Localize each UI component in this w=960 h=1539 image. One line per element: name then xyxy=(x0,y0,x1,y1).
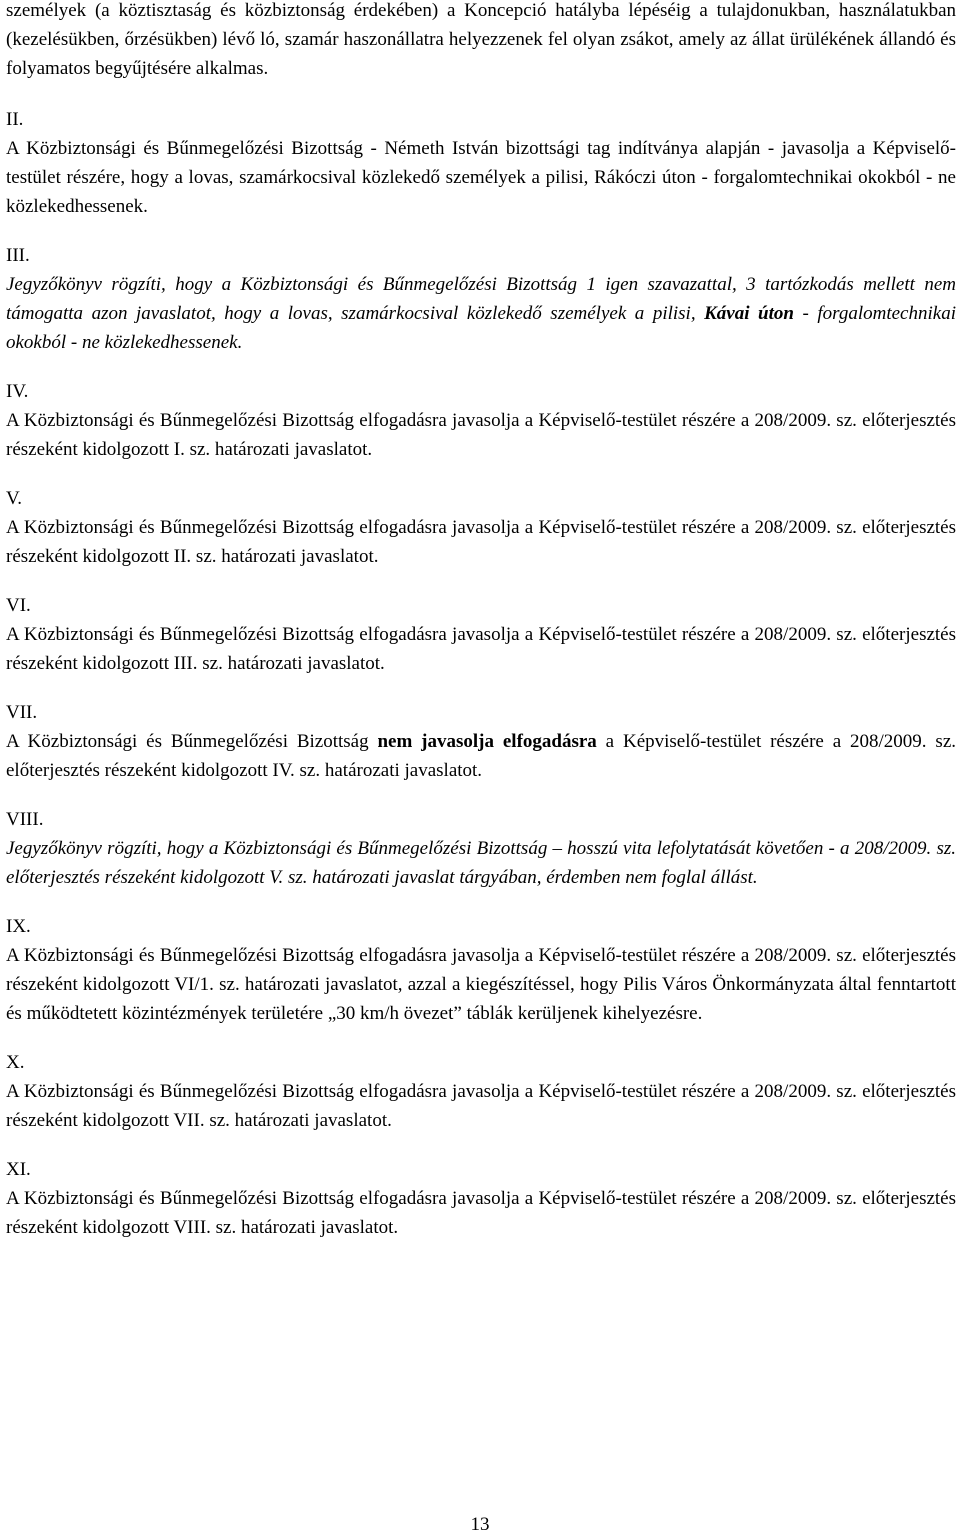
section-text xyxy=(6,270,956,357)
section-number: II. xyxy=(6,109,24,130)
section-number: IV. xyxy=(6,381,29,402)
section-viii xyxy=(6,805,956,892)
section-number: XI. xyxy=(6,1159,31,1180)
section-text-part: - forgalomtechnikai okokból - ne közlekedhessenek. xyxy=(6,303,956,353)
section-text-part: a Képviselő-testület részére a 208/2009. sz. előterjesztés részeként kidolgozott IV. sz. határozati javaslatot. xyxy=(6,731,956,781)
section-text: A Közbiztonsági és Bűnmegelőzési Bizottság elfogadásra javasolja a Képviselő-testület részére a 208/2009. sz. előterjesztés részeként kidolgozott II. sz. határozati javaslatot. xyxy=(6,517,956,567)
section-text-bold: Kávai úton xyxy=(704,303,794,324)
section-ii xyxy=(6,105,956,221)
section-text: A Közbiztonsági és Bűnmegelőzési Bizottság elfogadásra javasolja a Képviselő-testület részére a 208/2009. sz. előterjesztés részeként kidolgozott VII. sz. határozati javaslatot. xyxy=(6,1081,956,1131)
section-text: A Közbiztonsági és Bűnmegelőzési Bizottság elfogadásra javasolja a Képviselő-testület részére a 208/2009. sz. előterjesztés részeként kidolgozott VIII. sz. határozati javaslatot. xyxy=(6,1188,956,1238)
section-text: A Közbiztonsági és Bűnmegelőzési Bizottság elfogadásra javasolja a Képviselő-testület részére a 208/2009. sz. előterjesztés részeként kidolgozott III. sz. határozati javaslatot. xyxy=(6,624,956,674)
section-number: VI. xyxy=(6,595,31,616)
page-number: 13 xyxy=(470,1514,490,1535)
intro-paragraph: személyek (a köztisztaság és közbiztonság érdekében) a Koncepció hatályba lépéséig a tulajdonukban, használatukban (kezelésükben, őrzésükben) lévő ló, szamár haszonállatra helyezzenek fel olyan zsákot, amely az állat ürülékének állandó és folyamatos begyűjtésére alkalmas. xyxy=(6,0,956,79)
section-text-bold: nem javasolja elfogadásra xyxy=(377,731,597,752)
section-x xyxy=(6,1048,956,1135)
section-text-part: A Közbiztonsági és Bűnmegelőzési Bizottság xyxy=(6,731,378,752)
section-v xyxy=(6,484,956,571)
section-text xyxy=(6,727,956,785)
section-text: Jegyzőkönyv rögzíti, hogy a Közbiztonsági és Bűnmegelőzési Bizottság – hosszú vita lefolytatását követően - a 208/2009. sz. előterjesztés részeként kidolgozott V. sz. határozati javaslat tárgyában, érdemben nem foglal állást. xyxy=(6,838,956,888)
section-ix xyxy=(6,912,956,1028)
section-text: A Közbiztonsági és Bűnmegelőzési Bizottság elfogadásra javasolja a Képviselő-testület részére a 208/2009. sz. előterjesztés részeként kidolgozott I. sz. határozati javaslatot. xyxy=(6,410,956,460)
section-number: III. xyxy=(6,245,30,266)
section-number: VII. xyxy=(6,702,38,723)
document-page xyxy=(6,0,956,1242)
section-vii xyxy=(6,698,956,785)
section-text: A Közbiztonsági és Bűnmegelőzési Bizottság elfogadásra javasolja a Képviselő-testület részére a 208/2009. sz. előterjesztés részeként kidolgozott VI/1. sz. határozati javaslatot, azzal a kiegészítéssel, hogy Pilis Város Önkormányzata által fenntartott és működtetett közintézmények területére „30 km/h övezet” táblák kerüljenek kihelyezésre. xyxy=(6,945,956,1024)
section-number: VIII. xyxy=(6,809,44,830)
section-number: V. xyxy=(6,488,23,509)
section-text-part: Jegyzőkönyv rögzíti, hogy a Közbiztonsági és Bűnmegelőzési Bizottság 1 igen szavazattal, 3 tartózkodás mellett nem támogatta azon javaslatot, hogy a lovas, szamárkocsival közlekedő személyek a pilisi, xyxy=(6,274,956,324)
section-number: X. xyxy=(6,1052,25,1073)
section-number: IX. xyxy=(6,916,31,937)
section-text: A Közbiztonsági és Bűnmegelőzési Bizottság - Németh István bizottsági tag indítványa alapján - javasolja a Képviselő-testület részére, hogy a lovas, szamárkocsival közlekedő személyek a pilisi, Rákóczi úton - forgalomtechnikai okokból - ne közlekedhessenek. xyxy=(6,138,956,217)
section-xi xyxy=(6,1155,956,1242)
section-iv xyxy=(6,377,956,464)
section-vi xyxy=(6,591,956,678)
section-iii xyxy=(6,241,956,357)
